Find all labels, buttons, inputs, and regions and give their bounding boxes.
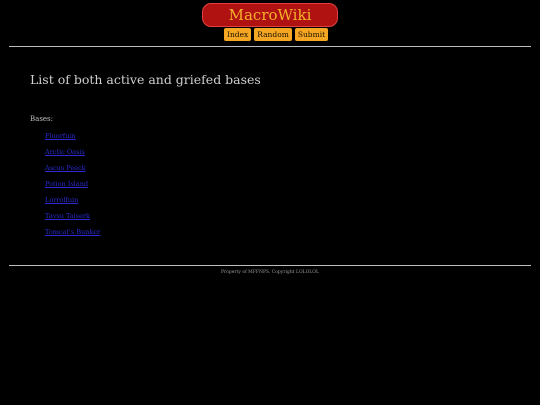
list-item — [45, 180, 100, 196]
header-divider — [9, 46, 531, 47]
list-item — [45, 196, 100, 212]
footer-copyright: Property of MFFNPS. Copyright LOLOLOL — [221, 270, 319, 275]
base-link[interactable]: Arctic Oasis — [45, 148, 85, 156]
list-item — [45, 228, 100, 244]
base-link[interactable]: Tavsu Taiserk — [45, 212, 90, 220]
list-item — [45, 164, 100, 180]
base-link[interactable]: Fluorfuin — [45, 132, 76, 140]
list-item — [45, 132, 100, 148]
nav-random-button[interactable]: Random — [254, 28, 292, 41]
base-link[interactable]: Potion Island — [45, 180, 89, 188]
base-link[interactable]: Lorrolfuin — [45, 196, 79, 204]
page-title: List of both active and griefed bases — [30, 72, 261, 87]
site-logo[interactable]: MacroWiki — [202, 3, 338, 27]
top-nav — [224, 28, 328, 41]
nav-index-button[interactable]: Index — [224, 28, 251, 41]
bases-label: Bases: — [30, 115, 54, 123]
base-link[interactable]: Tomcat's Bunker — [45, 228, 101, 236]
site-header — [0, 0, 540, 44]
footer-divider — [9, 265, 531, 266]
list-item — [45, 148, 100, 164]
nav-submit-button[interactable]: Submit — [295, 28, 328, 41]
bases-list — [45, 132, 100, 244]
base-link[interactable]: Ascus Peeck — [45, 164, 86, 172]
list-item — [45, 212, 100, 228]
